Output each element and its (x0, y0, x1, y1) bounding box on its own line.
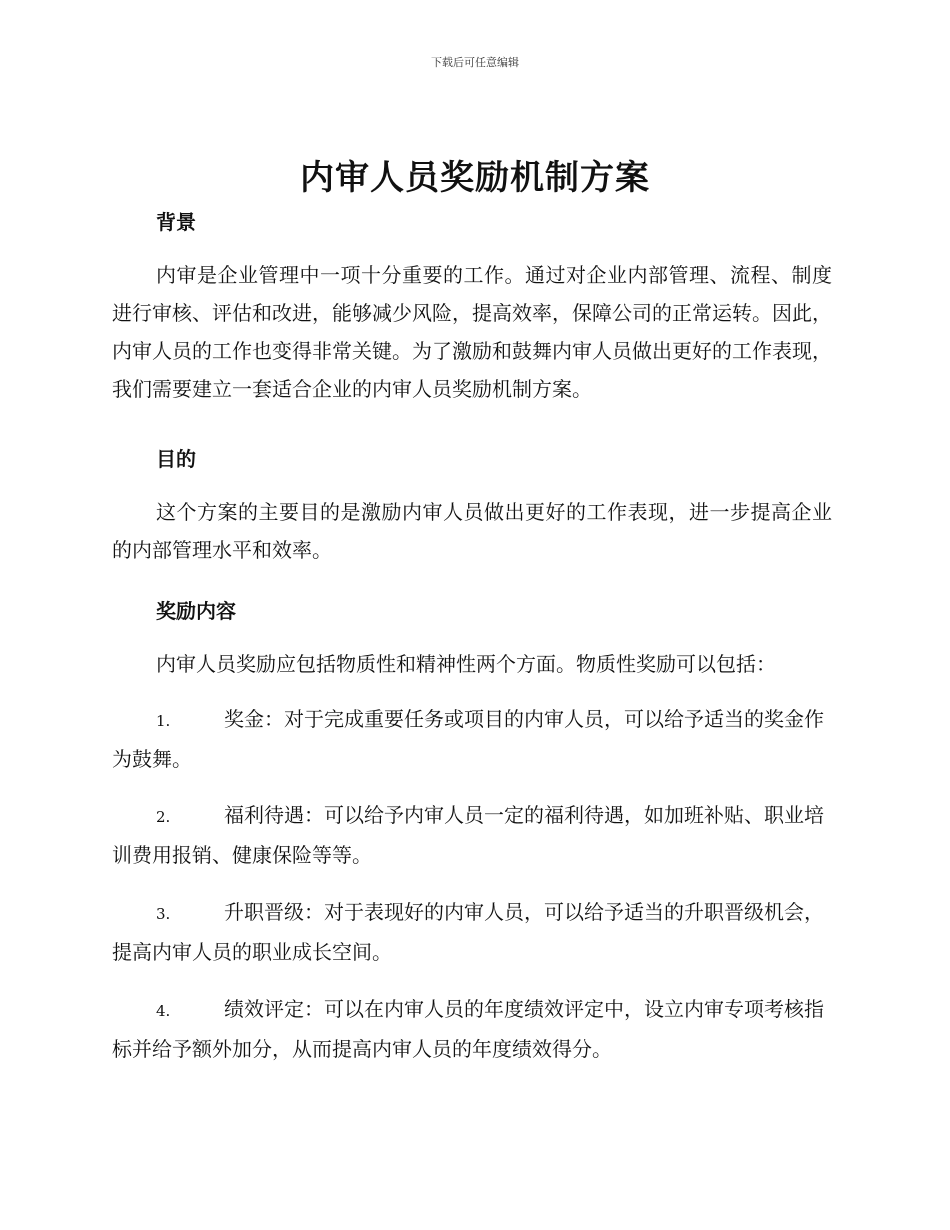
list-item (112, 700, 832, 778)
header-note: 下载后可任意编辑 (431, 56, 519, 69)
purpose-paragraph: 这个方案的主要目的是激励内审人员做出更好的工作表现，进一步提高企业的内部管理水平和效率。 (112, 500, 832, 562)
list-item (112, 990, 832, 1068)
list-item-number: 1. (156, 712, 171, 730)
list-item-number: 3. (156, 905, 171, 923)
rewards-intro-paragraph: 内审人员奖励应包括物质性和精神性两个方面。物质性奖励可以包括： (156, 652, 776, 676)
section-heading-background: 背景 (156, 210, 196, 234)
background-paragraph: 内审是企业管理中一项十分重要的工作。通过对企业内部管理、流程、制度进行审核、评估和改进，能够减少风险，提高效率，保障公司的正常运转。因此，内审人员的工作也变得非常关键。为了激励和鼓舞内审人员做出更好的工作表现，我们需要建立一套适合企业的内审人员奖励机制方案。 (112, 263, 832, 401)
list-item-number: 4. (156, 1002, 171, 1020)
list-item-number: 2. (156, 808, 171, 826)
section-heading-rewards: 奖励内容 (156, 599, 236, 623)
list-item (112, 796, 832, 874)
list-item (112, 893, 832, 971)
list-item-text: 升职晋级：对于表现好的内审人员，可以给予适当的升职晋级机会，提高内审人员的职业成长空间。 (112, 900, 824, 964)
list-item-text: 福利待遇：可以给予内审人员一定的福利待遇，如加班补贴、职业培训费用报销、健康保险等等。 (112, 803, 824, 867)
page-title: 内审人员奖励机制方案 (300, 158, 650, 198)
section-heading-purpose: 目的 (156, 447, 196, 471)
list-item-text: 奖金：对于完成重要任务或项目的内审人员，可以给予适当的奖金作为鼓舞。 (112, 707, 824, 771)
list-item-text: 绩效评定：可以在内审人员的年度绩效评定中，设立内审专项考核指标并给予额外加分，从而提高内审人员的年度绩效得分。 (112, 997, 824, 1061)
